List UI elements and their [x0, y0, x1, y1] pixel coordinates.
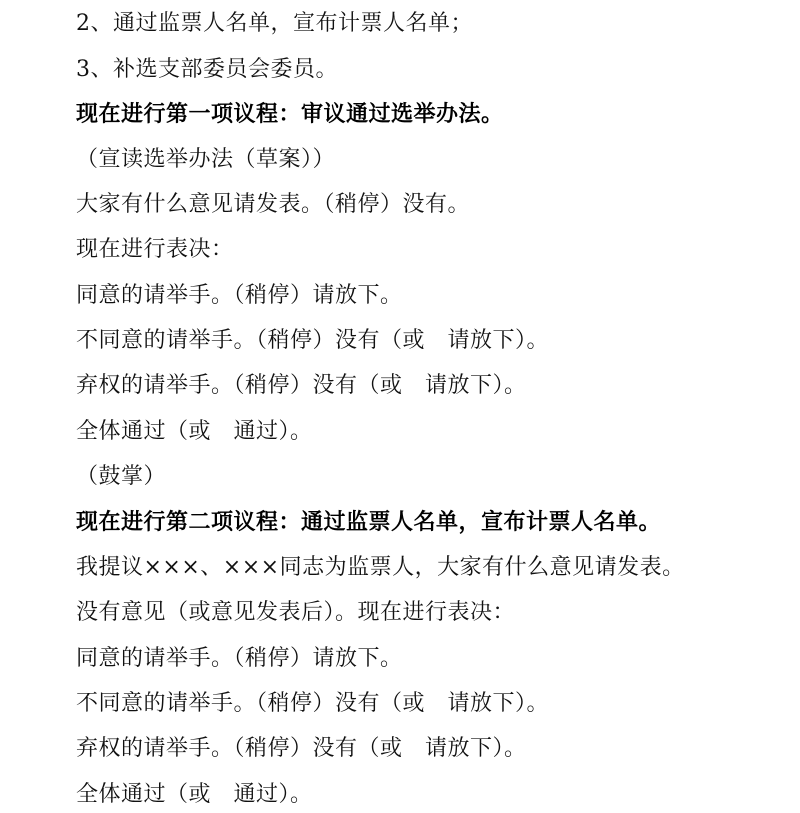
doc-line: 全体通过（或 通过）。 — [76, 419, 313, 444]
doc-line: 全体通过（或 通过）。 — [76, 782, 313, 807]
doc-line: 不同意的请举手。（稍停）没有（或 请放下）。 — [76, 328, 550, 353]
doc-heading-item-2: 现在进行第二项议程：通过监票人名单，宣布计票人名单。 — [76, 510, 662, 535]
doc-line: 我提议×××、×××同志为监票人，大家有什么意见请发表。 — [76, 555, 685, 580]
doc-line: 现在进行表决： — [76, 237, 234, 262]
doc-line: （宣读选举办法（草案）） — [76, 147, 336, 172]
doc-line: 同意的请举手。（稍停）请放下。 — [76, 646, 403, 671]
doc-line: 同意的请举手。（稍停）请放下。 — [76, 283, 403, 308]
doc-line-agenda-2: 2、通过监票人名单，宣布计票人名单； — [76, 11, 473, 36]
doc-line: 大家有什么意见请发表。（稍停）没有。 — [76, 192, 471, 217]
doc-heading-item-1: 现在进行第一项议程：审议通过选举办法。 — [76, 102, 504, 127]
doc-line: 弃权的请举手。（稍停）没有（或 请放下）。 — [76, 373, 527, 398]
doc-line: （鼓掌） — [76, 464, 167, 489]
doc-line-agenda-3: 3、补选支部委员会委员。 — [76, 57, 338, 82]
doc-line: 弃权的请举手。（稍停）没有（或 请放下）。 — [76, 736, 527, 761]
doc-line: 没有意见（或意见发表后）。现在进行表决： — [76, 600, 516, 625]
doc-line: 不同意的请举手。（稍停）没有（或 请放下）。 — [76, 691, 550, 716]
